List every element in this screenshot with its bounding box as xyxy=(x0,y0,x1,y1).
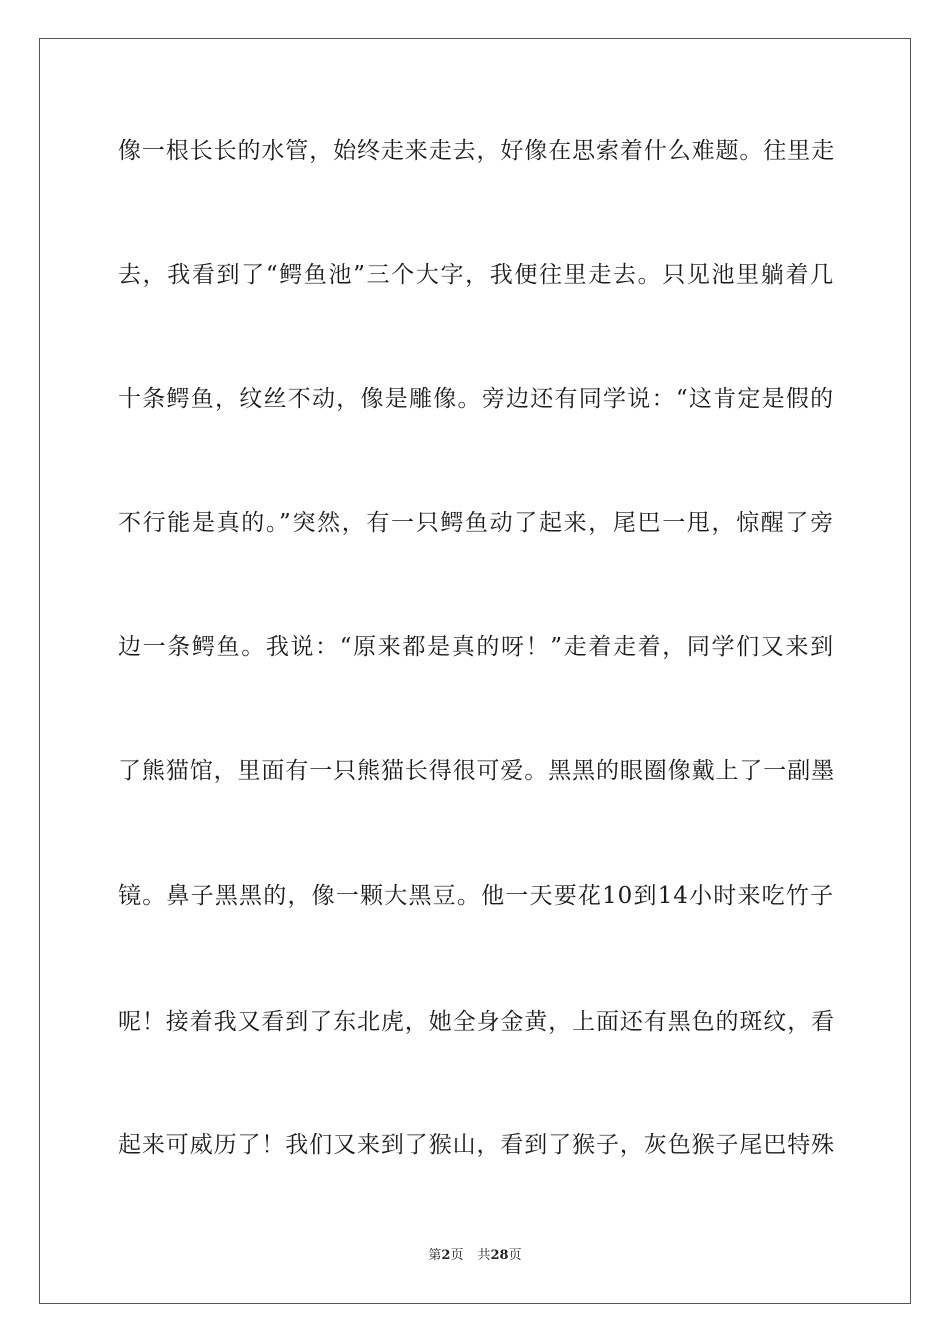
text-line-5: 边一条鳄鱼。我说：“原来都是真的呀！”走着走着，同学们又来到 xyxy=(118,634,834,660)
total-prefix: 共 xyxy=(477,1248,491,1263)
page-border xyxy=(39,38,911,1304)
text-line-4: 不行能是真的。”突然，有一只鳄鱼动了起来，尾巴一甩，惊醒了旁 xyxy=(118,510,834,536)
page-prefix: 第 xyxy=(428,1248,442,1263)
text-line-6: 了熊猫馆，里面有一只熊猫长得很可爱。黑黑的眼圈像戴上了一副墨 xyxy=(118,758,835,784)
text-line-9: 起来可威历了！我们又来到了猴山，看到了猴子，灰色猴子尾巴特殊 xyxy=(118,1132,835,1158)
text-line-1: 像一根长长的水管，始终走来走去，好像在思索着什么难题。往里走 xyxy=(118,138,835,164)
total-pages: 28 xyxy=(490,1248,509,1263)
page-footer xyxy=(0,1247,950,1265)
text-line-7: 镜。鼻子黑黑的，像一颗大黑豆。他一天要花10到14小时来吃竹子 xyxy=(118,883,834,909)
total-suffix: 页 xyxy=(508,1248,522,1263)
page-suffix: 页 xyxy=(450,1248,464,1263)
text-line-2: 去，我看到了“鳄鱼池”三个大字，我便往里走去。只见池里躺着几 xyxy=(118,262,834,288)
text-line-3: 十条鳄鱼，纹丝不动，像是雕像。旁边还有同学说：“这肯定是假的 xyxy=(118,386,834,412)
text-line-8: 呢！接着我又看到了东北虎，她全身金黄，上面还有黑色的斑纹，看 xyxy=(118,1009,835,1035)
page-number: 2 xyxy=(441,1248,451,1263)
